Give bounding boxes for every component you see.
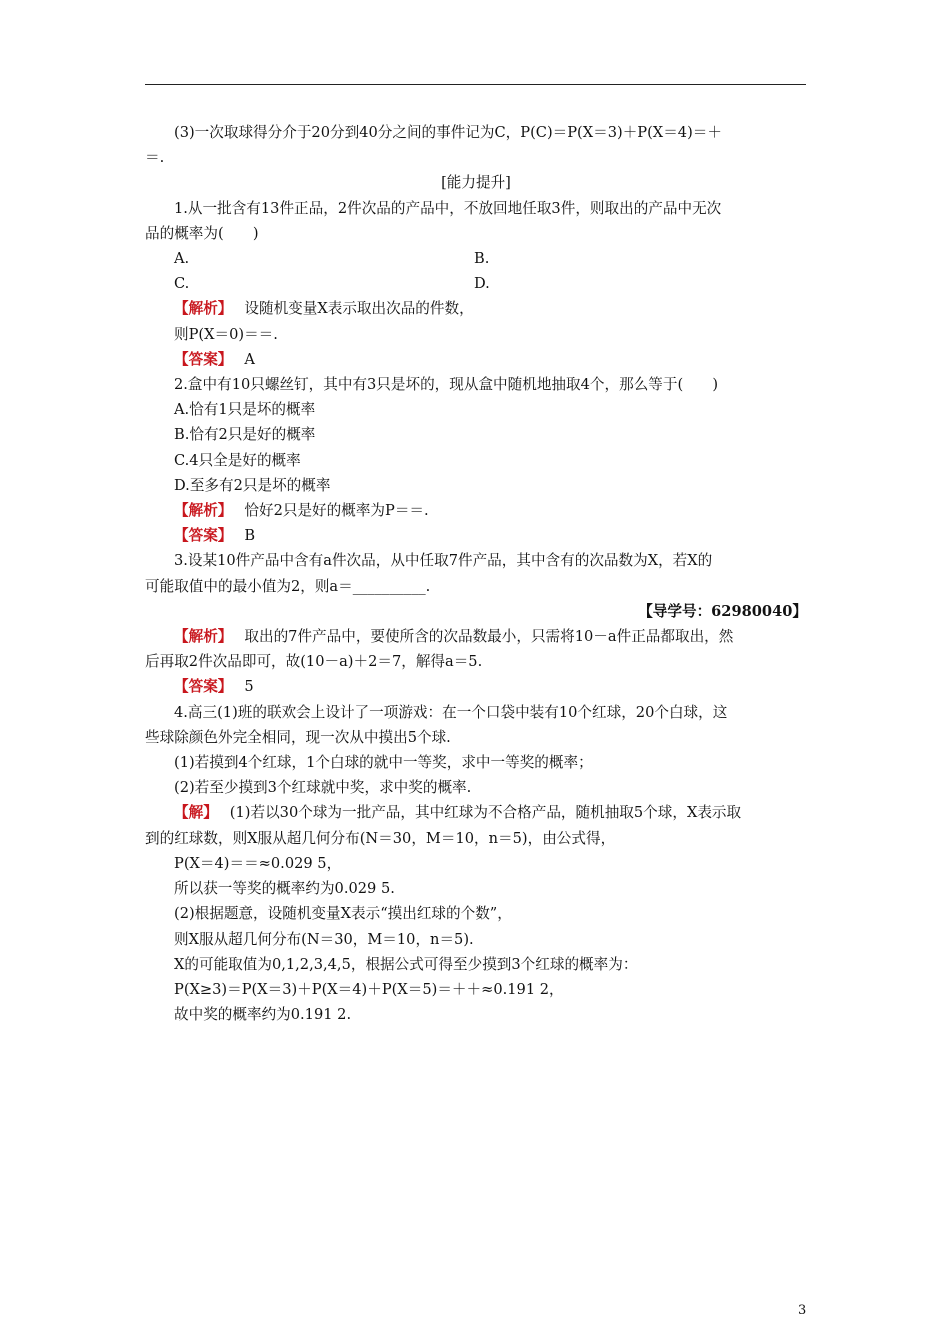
option-a: A. [174, 250, 190, 268]
question-4: 4.高三(1)班的联欢会上设计了一项游戏：在一个口袋中装有10个红球，20个白球，这 [174, 703, 728, 721]
analysis-tag: 【解析】 [174, 300, 233, 318]
answer-text: A [244, 350, 255, 368]
answer-tag: 【答案】 [174, 678, 233, 696]
text-line: 品的概率为( ) [145, 224, 259, 242]
reference-number: 【导学号：62980040】 [638, 602, 807, 620]
text-line: 所以获一等奖的概率约为0.029 5. [174, 880, 395, 898]
page-content [145, 120, 807, 1027]
text-line: X的可能取值为0,1,2,3,4,5，根据公式可得至少摸到3个红球的概率为： [174, 955, 638, 973]
q1-options-row-2 [145, 271, 807, 296]
text-line: (3)一次取球得分介于20分到40分之间的事件记为C，P(C)＝P(X＝3)＋P(X＝4)＝＋ [174, 124, 722, 141]
page-number: 3 [798, 1303, 807, 1318]
solution-tag: 【解】 [174, 804, 218, 822]
sub-question-1: (1)若摸到4个红球，1个白球的就中一等奖，求中一等奖的概率； [174, 754, 593, 772]
text-line: (2)根据题意，设随机变量X表示“摸出红球的个数”， [174, 905, 512, 923]
sub-question-2: (2)若至少摸到3个红球就中奖，求中奖的概率. [174, 779, 472, 797]
question-2: 2.盒中有10只螺丝钉，其中有3只是坏的，现从盒中随机地抽取4个，那么等于( ) [174, 376, 719, 394]
question-1: 1.从一批含有13件正品，2件次品的产品中，不放回地任取3件，则取出的产品中无次 [174, 199, 722, 217]
text-line: P(X≥3)＝P(X＝3)＋P(X＝4)＋P(X＝5)＝＋＋≈0.191 2， [174, 980, 564, 998]
answer-tag: 【答案】 [174, 350, 233, 368]
option-b: B. [474, 250, 490, 268]
option-d: D.至多有2只是坏的概率 [174, 476, 331, 494]
answer-text: B [244, 527, 256, 545]
q3-analysis [145, 624, 807, 649]
q2-answer [145, 523, 807, 548]
q4-solution [145, 800, 807, 825]
analysis-text: 设随机变量X表示取出次品的件数， [244, 300, 474, 318]
q1-answer [145, 347, 807, 372]
analysis-text: 恰好2只是好的概率为P＝＝. [244, 502, 429, 520]
text-line: 故中奖的概率约为0.191 2. [174, 1006, 352, 1024]
analysis-tag: 【解析】 [174, 628, 233, 646]
q3-answer [145, 674, 807, 699]
option-c: C. [174, 275, 190, 293]
text-line: 可能取值中的最小值为2，则a＝__________. [145, 577, 431, 595]
solution-text: (1)若以30个球为一批产品，其中红球为不合格产品，随机抽取5个球，X表示取 [229, 804, 742, 822]
text-line: 则X服从超几何分布(N＝30，M＝10，n＝5). [174, 930, 474, 948]
answer-text: 5 [244, 678, 254, 696]
text-line: ＝. [145, 149, 165, 167]
option-a: A.恰有1只是坏的概率 [174, 401, 316, 419]
text-line: 后再取2件次品即可，故(10－a)＋2＝7，解得a＝5. [145, 653, 483, 671]
text-line: 些球除颜色外完全相同，现一次从中摸出5个球. [145, 728, 451, 746]
q1-options-row-1 [145, 246, 807, 271]
answer-tag: 【答案】 [174, 527, 233, 545]
text-line: 则P(X＝0)＝＝. [174, 325, 278, 343]
option-b: B.恰有2只是好的概率 [174, 426, 316, 444]
q2-analysis [145, 498, 807, 523]
question-3: 3.设某10件产品中含有a件次品，从中任取7件产品，其中含有的次品数为X，若X的 [174, 552, 713, 570]
analysis-tag: 【解析】 [174, 502, 233, 520]
q1-analysis [145, 296, 807, 321]
header-rule [145, 84, 806, 85]
text-line: 到的红球数，则X服从超几何分布(N＝30，M＝10，n＝5)，由公式得， [145, 829, 616, 847]
option-c: C.4只全是好的概率 [174, 451, 301, 469]
option-d: D. [474, 275, 490, 293]
text-line: P(X＝4)＝＝≈0.029 5， [174, 854, 342, 872]
section-heading: [能力提升] [441, 174, 511, 192]
analysis-text: 取出的7件产品中，要使所含的次品数最小，只需将10－a件正品都取出，然 [244, 628, 734, 646]
